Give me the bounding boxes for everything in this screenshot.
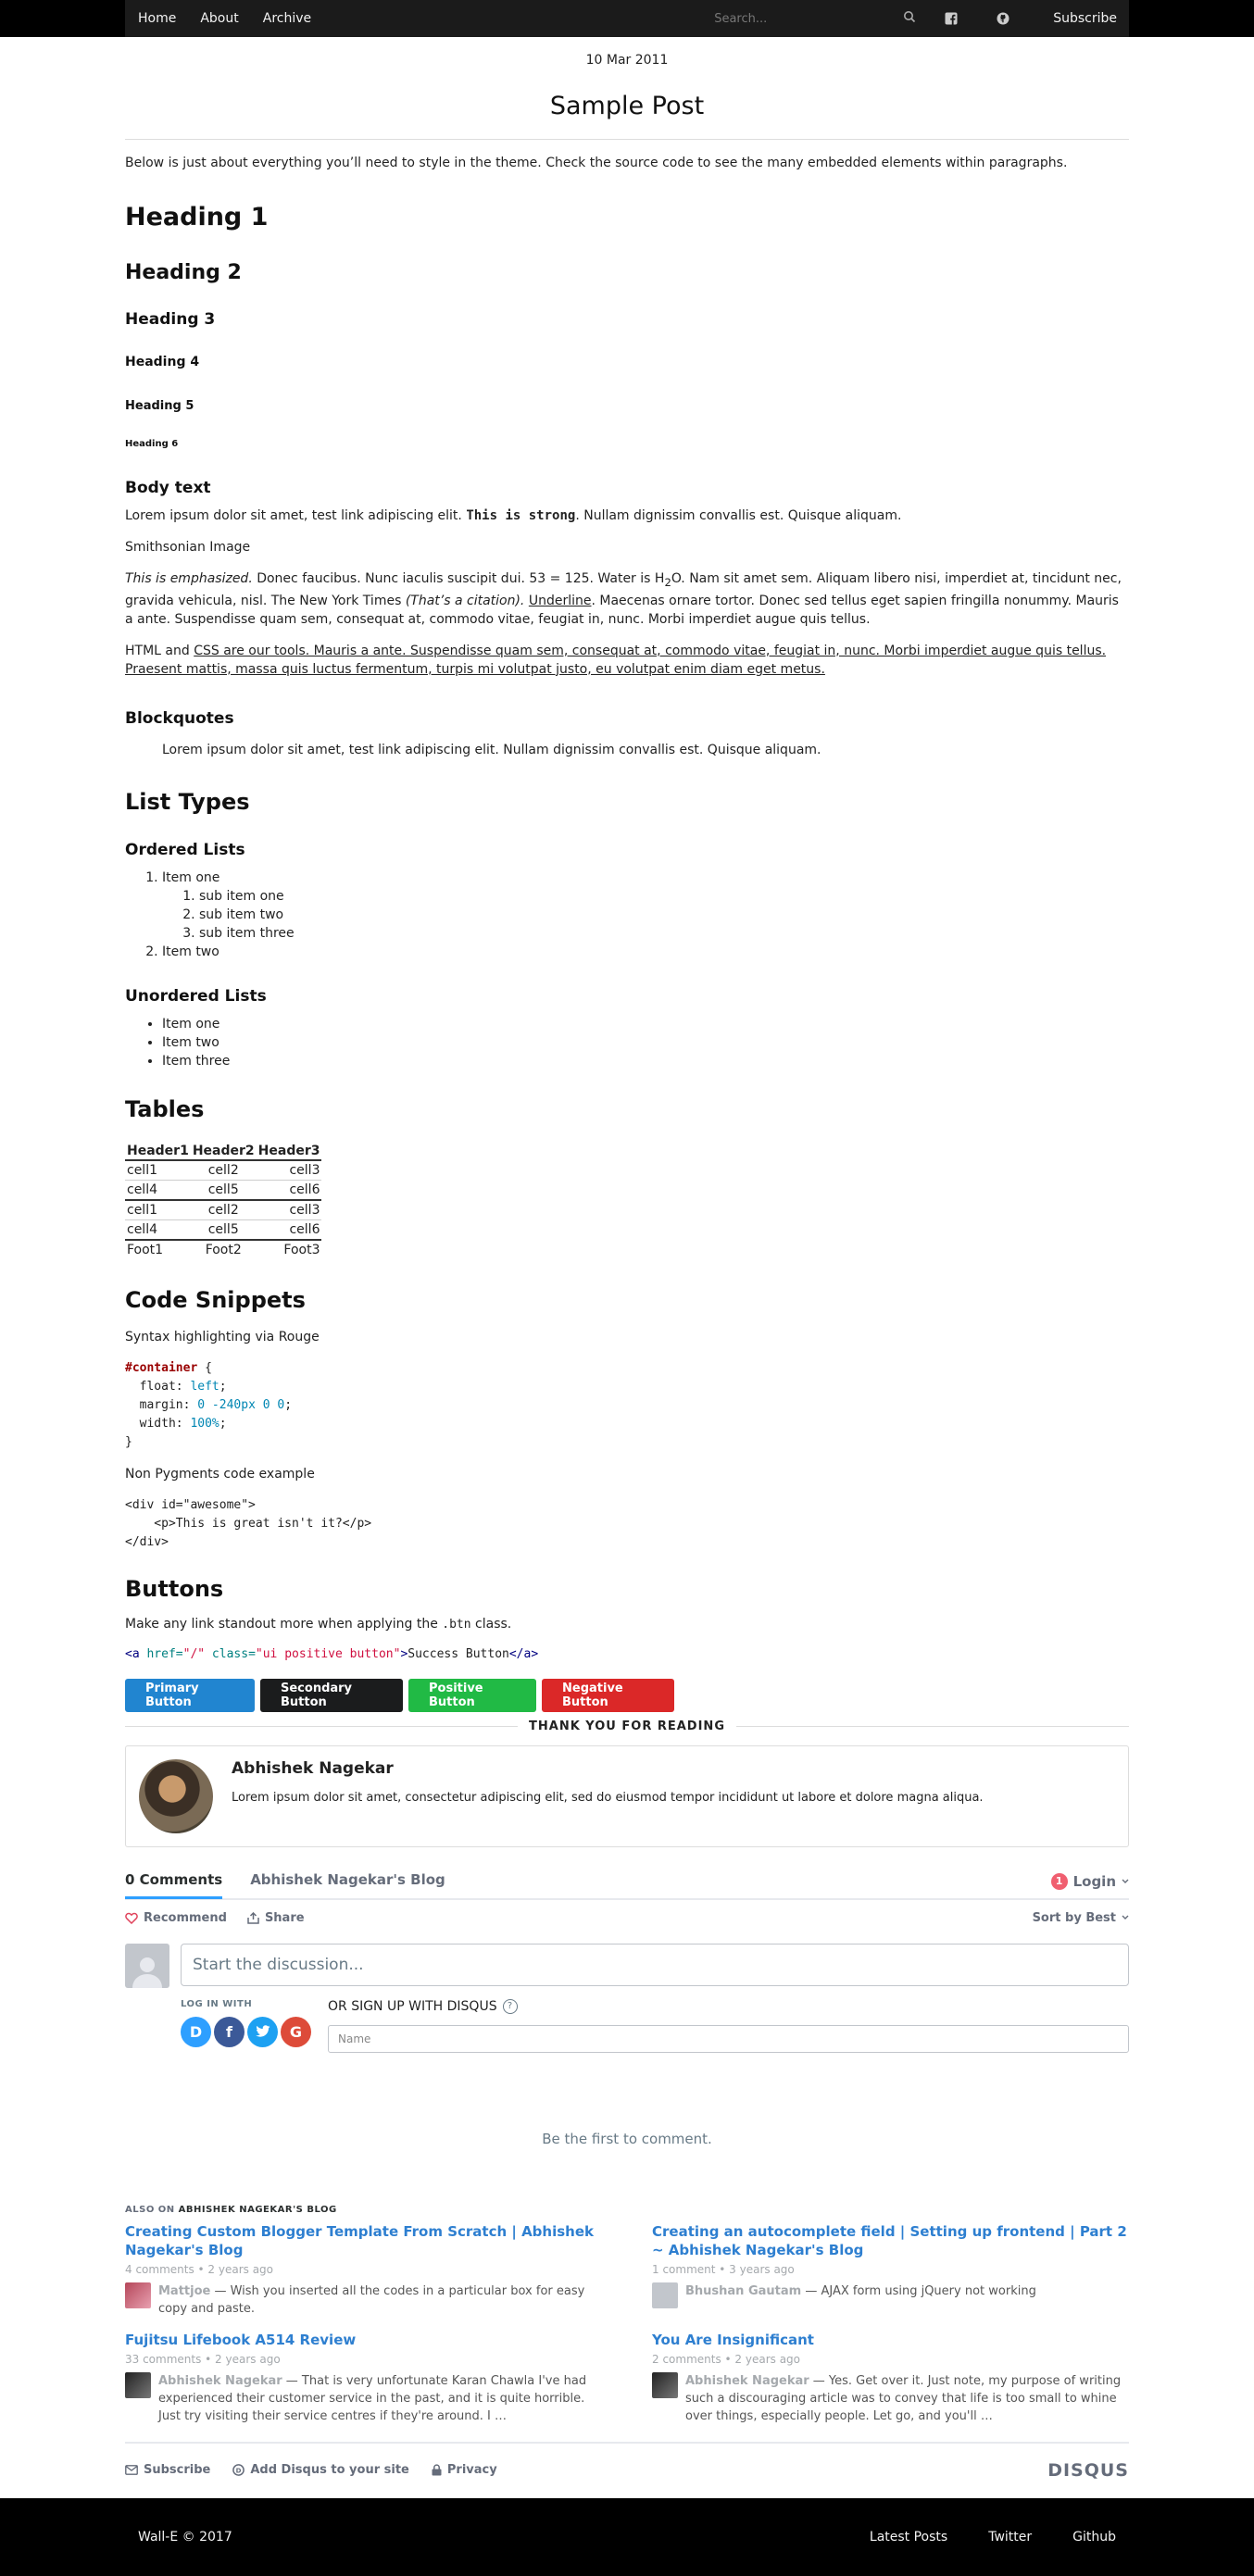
name-input[interactable] — [328, 2025, 1129, 2053]
table-cell: cell6 — [257, 1219, 322, 1240]
p2-text-b: O. Nam sit amet sem. Aliquam libero nisi, imperdiet at, tincidunt nec, gravida vehicula, nisl. The New York Times — [125, 571, 1122, 608]
code-value: 100% — [190, 1416, 219, 1431]
comment-text: — Yes. Get over it. Just note, my purpose of writing such a discouraging article was to convey that life is too small to whine over things, especially people. Let go, and you'll … — [685, 2373, 1122, 2423]
body-paragraph-3 — [125, 642, 1129, 679]
google-login-icon[interactable]: G — [281, 2017, 311, 2047]
comment-text: — AJAX form using jQuery not working — [801, 2283, 1036, 2298]
also-on-label — [125, 2205, 1129, 2215]
css-abbr-link[interactable]: CSS are our tools. Mauris a ante. Suspendisse quam sem, consequat at, commodo vitae, feugiat in, nunc. Morbi imperdiet augue quis tellus. Praesent mattis, massa quis luctus fermentum, turpis mi volutpat justo, eu volutpat enim diam eget metus. — [125, 643, 1107, 677]
footer-subscribe-link[interactable] — [125, 2463, 210, 2477]
thanks-label: THANK YOU FOR READING — [529, 1719, 725, 1733]
commenter-name: Abhishek Nagekar — [685, 2373, 809, 2388]
recommendation-item — [125, 2222, 602, 2318]
code-prop: width: — [125, 1416, 191, 1431]
recommendation-title[interactable]: Creating Custom Blogger Template From Scratch | Abhishek Nagekar's Blog — [125, 2222, 594, 2258]
recommendation-item — [125, 2331, 602, 2425]
body-text-heading: Body text — [125, 479, 211, 497]
code-caption-1: Syntax highlighting via Rouge — [125, 1329, 320, 1344]
table-header: Header3 — [257, 1143, 320, 1158]
nav-archive-link[interactable]: Archive — [262, 11, 312, 26]
recommend-button[interactable] — [125, 1911, 227, 1925]
commenter-name: Bhushan Gautam — [685, 2283, 802, 2298]
comment-excerpt[interactable] — [685, 2372, 1129, 2425]
post-title: Sample Post — [549, 92, 705, 120]
help-icon[interactable]: ? — [503, 1999, 518, 2014]
heading-6: Heading 6 — [125, 439, 179, 449]
recommendation-title[interactable]: Creating an autocomplete field | Setting up frontend | Part 2 ~ Abhishek Nagekar's Blog — [652, 2222, 1127, 2258]
footer-links — [829, 2530, 1129, 2545]
login-with-label: LOG IN WITH — [181, 1998, 253, 2009]
author-avatar — [139, 1759, 213, 1833]
envelope-icon — [125, 2465, 138, 2475]
signup-label-row — [328, 1999, 1129, 2014]
notification-badge: 1 — [1051, 1873, 1068, 1890]
thanks-divider — [125, 1719, 1129, 1733]
snippet-tag: <a — [125, 1646, 140, 1661]
page-footer — [0, 2498, 1254, 2576]
table-cell: cell5 — [191, 1180, 257, 1200]
commenter-name: Abhishek Nagekar — [158, 2373, 282, 2388]
disqus-actions — [125, 1911, 1129, 1925]
search-icon[interactable] — [903, 10, 916, 27]
recommendation-item — [652, 2331, 1129, 2425]
recommendation-meta: 4 comments • 2 years ago — [125, 2262, 274, 2276]
table-row — [125, 1200, 321, 1220]
footer-latest-posts-link[interactable]: Latest Posts — [869, 2530, 948, 2545]
snippet-value: "/" — [182, 1646, 206, 1661]
table-cell: cell6 — [257, 1180, 322, 1200]
subscript-text: 2 — [664, 575, 671, 589]
list-item: 3. sub item three — [199, 924, 1129, 943]
table-cell: cell3 — [257, 1160, 322, 1181]
empty-comments-message: Be the first to comment. — [542, 2130, 712, 2147]
post-date: 10 Mar 2011 — [585, 53, 669, 68]
body-paragraph-1 — [125, 506, 1129, 525]
heading-5: Heading 5 — [125, 399, 194, 413]
list-item: 1. sub item one — [199, 887, 1129, 906]
comment-input[interactable]: Start the discussion... — [181, 1944, 1129, 1986]
share-label: Share — [264, 1910, 305, 1925]
comment-composer — [125, 1944, 1129, 1988]
table-footer-row — [125, 1240, 321, 1259]
nav-subscribe-link[interactable]: Subscribe — [1053, 11, 1117, 26]
p1-text-a: Lorem ipsum dolor sit amet, test link adipiscing elit. — [125, 508, 462, 523]
btn-class-code: .btn — [442, 1617, 471, 1632]
nav-inner — [125, 0, 1129, 37]
heading-2: Heading 2 — [125, 261, 242, 284]
signup-section — [328, 1999, 1129, 2053]
recommendation-comment — [652, 2282, 1129, 2308]
author-bio: Lorem ipsum dolor sit amet, consectetur adipiscing elit, sed do eiusmod tempor incididunt ut labore et dolore magna aliqua. — [232, 1790, 984, 1805]
highlighted-code-block — [125, 1359, 1129, 1452]
twitter-login-icon[interactable] — [247, 2017, 278, 2047]
lock-icon — [432, 2464, 442, 2476]
recommend-label: Recommend — [144, 1910, 227, 1925]
recommendation-comment — [125, 2282, 602, 2318]
code-semicolon: ; — [284, 1397, 293, 1412]
table-cell: cell2 — [191, 1160, 257, 1181]
search-input[interactable] — [712, 11, 870, 27]
tables-heading: Tables — [125, 1095, 205, 1122]
buttons-description — [125, 1615, 1129, 1634]
disqus-footer — [125, 2442, 1129, 2481]
heading-4: Heading 4 — [125, 355, 200, 369]
login-row — [181, 1999, 1129, 2053]
disqus-login-icon[interactable]: D — [181, 2017, 211, 2047]
list-item: 2. sub item two — [199, 906, 1129, 924]
table-row — [125, 1180, 321, 1200]
divider-line — [125, 1726, 518, 1727]
code-value: left — [190, 1379, 219, 1394]
table-cell: cell4 — [125, 1219, 191, 1240]
table-cell: cell3 — [257, 1200, 322, 1220]
disqus-d-icon — [232, 2464, 245, 2476]
table-cell: cell5 — [191, 1219, 257, 1240]
nav-home-link[interactable]: Home — [138, 11, 177, 26]
footer-privacy-label: Privacy — [446, 2463, 497, 2478]
list-item: • Item three — [162, 1052, 1129, 1070]
code-prop: margin: — [125, 1397, 198, 1412]
svg-text:D: D — [235, 2467, 242, 2475]
also-on-site: ABHISHEK NAGEKAR'S BLOG — [178, 2204, 337, 2215]
heading-3: Heading 3 — [125, 310, 216, 329]
recommendation-comment — [125, 2372, 602, 2425]
unordered-list — [125, 1015, 1129, 1070]
recommendation-title[interactable]: Fujitsu Lifebook A514 Review — [125, 2331, 357, 2348]
disqus-login-menu[interactable] — [1051, 1873, 1129, 1890]
also-on-prefix: ALSO ON — [125, 2204, 179, 2215]
code-caption-2: Non Pygments code example — [125, 1466, 315, 1482]
snippet-end: </a> — [508, 1646, 539, 1661]
nav-about-link[interactable]: About — [200, 11, 239, 26]
table-footer-cell: Foot1 — [127, 1242, 164, 1257]
login-with-section — [181, 1999, 311, 2053]
button-row — [125, 1679, 1129, 1712]
secondary-button[interactable]: Secondary Button — [260, 1679, 403, 1712]
sort-dropdown[interactable] — [1033, 1911, 1129, 1925]
table-cell: cell1 — [125, 1200, 191, 1220]
facebook-login-icon[interactable]: f — [214, 2017, 245, 2047]
footer-github-link[interactable]: Github — [1072, 2530, 1116, 2545]
facebook-icon[interactable] — [925, 0, 977, 37]
snippet-attr: href= — [139, 1646, 183, 1661]
ordered-list — [125, 869, 1129, 961]
divider-line — [736, 1726, 1129, 1727]
commenter-avatar — [125, 2372, 151, 2398]
code-open: { — [197, 1360, 212, 1375]
sample-table — [125, 1143, 321, 1259]
disqus-tabs — [125, 1865, 1129, 1900]
comment-excerpt[interactable] — [685, 2282, 1036, 2308]
strong-text: This is strong — [466, 508, 576, 523]
heart-icon — [125, 1912, 138, 1924]
chevron-down-icon — [1122, 1915, 1129, 1920]
commenter-avatar — [652, 2372, 678, 2398]
disqus-logo[interactable]: DISQUS — [1047, 2459, 1129, 2481]
tab-comments[interactable]: 0 Comments — [125, 1864, 222, 1899]
blockquote: Lorem ipsum dolor sit amet, test link adipiscing elit. Nullam dignissim convallis est. Quisque aliquam. — [162, 742, 821, 757]
comment-text: — Wish you inserted all the codes in a particular box for easy copy and paste. — [158, 2283, 585, 2316]
recommendations-grid — [125, 2222, 1129, 2438]
list-item — [162, 869, 1129, 943]
code-line: </div> — [125, 1534, 169, 1549]
unordered-lists-heading: Unordered Lists — [125, 986, 267, 1006]
snippet-value: "ui positive button" — [255, 1646, 401, 1661]
snippet-close: > — [400, 1646, 408, 1661]
p1-text-b: . Nullam dignissim convallis est. Quisque aliquam. — [575, 508, 902, 523]
code-value: 0 -240px 0 0 — [197, 1397, 285, 1412]
commenter-avatar — [652, 2282, 678, 2308]
table-cell: cell4 — [125, 1180, 191, 1200]
user-avatar-placeholder — [125, 1944, 169, 1988]
share-icon — [247, 1912, 259, 1924]
code-prop: float: — [125, 1379, 191, 1394]
table-cell: cell1 — [125, 1160, 191, 1181]
code-line: <p>This is great isn't it?</p> — [125, 1516, 372, 1531]
primary-button[interactable]: Primary Button — [125, 1679, 255, 1712]
comment-text: — That is very unfortunate Karan Chawla I've had experienced their customer service in the past, and it is quite horrible. Just try visiting their service centres if they're around. I … — [158, 2373, 587, 2423]
tab-community[interactable]: Abhishek Nagekar's Blog — [250, 1870, 445, 1888]
p3-text-a: HTML and — [125, 643, 194, 658]
footer-add-disqus-link[interactable] — [232, 2463, 409, 2477]
list-types-heading: List Types — [125, 788, 250, 815]
footer-subscribe-label: Subscribe — [144, 2463, 211, 2478]
snippet-attr: class= — [205, 1646, 256, 1661]
recommendation-item — [652, 2222, 1129, 2318]
table-footer-cell: Foot2 — [205, 1242, 242, 1257]
chevron-down-icon — [1122, 1879, 1129, 1884]
commenter-avatar — [125, 2282, 151, 2308]
footer-add-label: Add Disqus to your site — [250, 2463, 409, 2478]
code-snippets-heading: Code Snippets — [125, 1286, 306, 1313]
recommendation-title[interactable]: You Are Insignificant — [652, 2331, 814, 2348]
p2-text-a: Donec faucibus. Nunc iaculis suscipit dui. 53 = 125. Water is H — [252, 571, 665, 586]
list-item: • Item one — [162, 1015, 1129, 1033]
buttons-desc-a: Make any link standout more when applying the — [125, 1616, 443, 1632]
buttons-desc-b: class. — [470, 1616, 512, 1632]
list-item-text: Item one — [162, 869, 220, 885]
search-box — [712, 0, 916, 37]
list-item: • Item two — [162, 1033, 1129, 1052]
sort-label: Sort by Best — [1032, 1910, 1116, 1925]
recommendation-comment — [652, 2372, 1129, 2425]
top-navbar — [0, 0, 1254, 37]
post-container — [125, 53, 1129, 2481]
code-close: } — [125, 1434, 132, 1449]
snippet-text: Success Button — [408, 1646, 509, 1661]
code-semicolon: ; — [219, 1416, 227, 1431]
buttons-heading: Buttons — [125, 1575, 224, 1602]
social-login-buttons — [181, 2017, 311, 2047]
ordered-lists-heading: Ordered Lists — [125, 840, 245, 859]
github-icon[interactable] — [977, 0, 1029, 37]
footer-privacy-link[interactable] — [432, 2463, 497, 2477]
author-name: Abhishek Nagekar — [232, 1758, 394, 1778]
p2-text-c: . Maecenas ornare tortor. Donec sed tellus eget sapien fringilla nonummy. Mauris a ante. Suspendisse quam sem, consequat at, commodo vitae, feugiat in, nunc. Morbi imperdiet augue quis tellus. — [125, 593, 1119, 627]
heading-1: Heading 1 — [125, 203, 269, 231]
recommendation-meta: 33 comments • 2 years ago — [125, 2352, 281, 2366]
button-snippet — [125, 1645, 1129, 1664]
blockquotes-heading: Blockquotes — [125, 708, 234, 728]
footer-brand: Wall-E © 2017 — [138, 2530, 232, 2545]
footer-twitter-link[interactable]: Twitter — [988, 2530, 1033, 2545]
login-label: Login — [1072, 1872, 1116, 1890]
code-selector: #container — [125, 1360, 198, 1375]
list-item: 2. Item two — [162, 943, 1129, 961]
table-footer-cell: Foot3 — [283, 1242, 320, 1257]
table-header: Header1 — [127, 1143, 189, 1158]
share-button[interactable] — [247, 1911, 305, 1925]
recommendation-meta: 2 comments • 2 years ago — [652, 2352, 801, 2366]
footer-inner — [125, 2498, 1129, 2576]
table-header-row — [125, 1143, 321, 1160]
plain-code-block — [125, 1496, 1129, 1552]
post-intro: Below is just about everything you’ll need to style in the theme. Check the source code to see the many embedded elements within paragraphs. — [125, 156, 1068, 170]
signup-label: OR SIGN UP WITH DISQUS — [328, 1998, 497, 2014]
code-line: <div id="awesome"> — [125, 1497, 256, 1512]
table-row — [125, 1160, 321, 1181]
citation-text: (That’s a citation). — [405, 593, 525, 608]
underline-text: Underline — [528, 593, 592, 608]
body-paragraph-2 — [125, 569, 1129, 629]
comment-excerpt[interactable] — [158, 2372, 602, 2425]
user-silhouette-icon — [129, 1951, 166, 1988]
author-info — [232, 1759, 984, 1833]
table-row — [125, 1219, 321, 1240]
comment-excerpt[interactable] — [158, 2282, 602, 2318]
table-cell: cell2 — [191, 1200, 257, 1220]
author-card — [125, 1745, 1129, 1847]
positive-button[interactable]: Positive Button — [408, 1679, 536, 1712]
commenter-name: Mattjoe — [158, 2283, 211, 2298]
negative-button[interactable]: Negative Button — [542, 1679, 674, 1712]
nested-ordered-list — [162, 887, 1129, 943]
image-caption: Smithsonian Image — [125, 540, 251, 555]
recommendation-meta: 1 comment • 3 years ago — [652, 2262, 795, 2276]
title-divider — [125, 139, 1129, 140]
code-semicolon: ; — [219, 1379, 227, 1394]
emphasized-text: This is emphasized. — [125, 571, 253, 586]
table-header: Header2 — [192, 1143, 255, 1158]
